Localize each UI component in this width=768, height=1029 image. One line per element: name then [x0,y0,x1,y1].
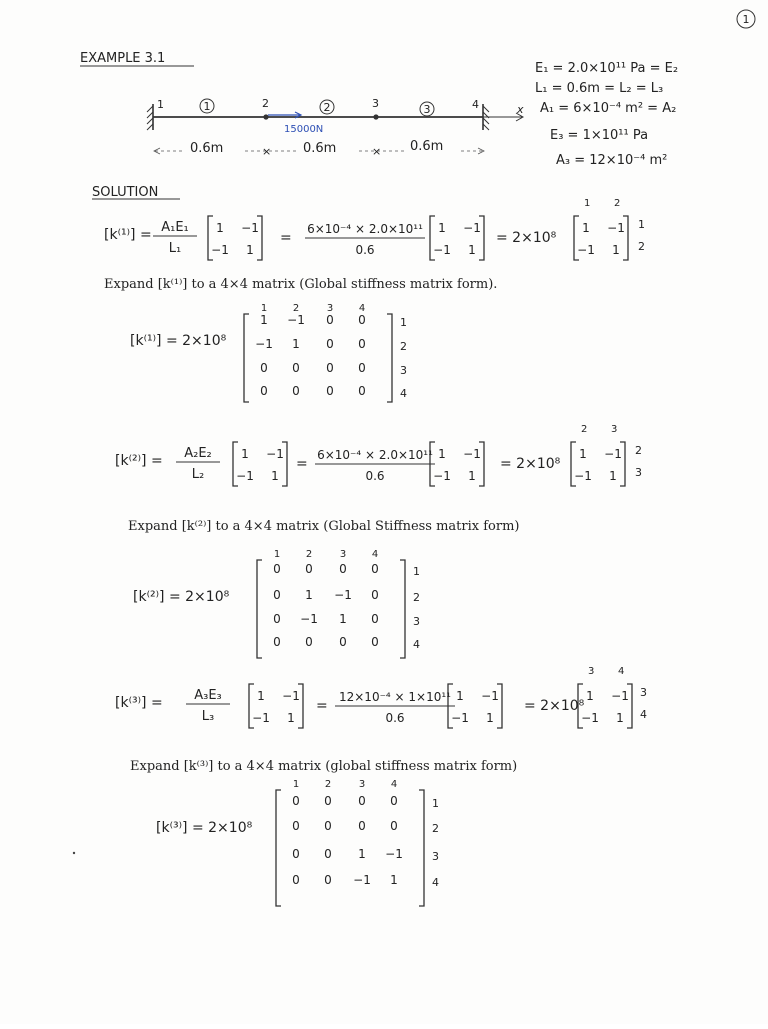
global-mat-3-cell-4-3: −1 [353,873,371,887]
element-eq-1-equals: = [280,230,292,246]
global-mat-3-col-label-3: 3 [358,779,366,790]
given-data [535,61,678,168]
element-eq-2-result-cell-2-1: −1 [574,469,592,483]
global-mat-3-cell-3-2: 0 [324,847,332,861]
element-eq-3-lhs: [k⁽³⁾] = [115,695,163,711]
expand-line-2: Expand [k⁽²⁾] to a 4×4 matrix (Global Stiffness matrix form) [128,519,520,534]
element-eq-3-unit-b-cell-2-1: −1 [451,711,469,725]
element-eq-3-result-cell-2-2: 1 [616,711,624,725]
global-mat-2-row-label-2: 2 [413,591,420,604]
global-mat-3-row-label-1: 1 [432,797,439,810]
element-eq-2-equals: = [296,456,308,472]
element-eq-1-num-den: 0.6 [355,243,375,257]
global-mat-1-cell-4-1: 0 [260,384,268,398]
global-mat-1-cell-1-4: 0 [358,313,366,327]
element-eq-3-num-den: 0.6 [385,711,405,725]
element-eq-3-dof-side-2: 4 [640,708,647,721]
global-mat-1-cell-1-2: −1 [287,313,305,327]
global-mat-2-cell-4-2: 0 [305,635,313,649]
global-mat-1-bracket-left [244,314,249,402]
solution-heading: SOLUTION [92,185,159,200]
element-eq-2-unit-a-cell-2-2: 1 [271,469,279,483]
element-eq-2 [115,424,642,486]
global-mat-1-cell-2-2: 1 [292,337,300,351]
dimension-tick-3: × [372,145,382,158]
global-mat-3-cell-3-1: 0 [292,847,300,861]
example-title: EXAMPLE 3.1 [80,51,166,66]
element-eq-2-unit-a-cell-1-1: 1 [241,447,249,461]
element-eq-3-unit-b-cell-1-1: 1 [456,689,464,703]
global-mat-3-cell-4-1: 0 [292,873,300,887]
global-mat-2-col-label-3: 3 [339,549,347,560]
global-mat-2-cell-2-3: −1 [334,588,352,602]
element-eq-2-num-num: 6×10⁻⁴ × 2.0×10¹¹ [317,448,433,462]
element-eq-1-result-factor: = 2×10⁸ [496,230,557,246]
page-number-text: 1 [742,13,750,26]
given-line-4: E₃ = 1×10¹¹ Pa [550,128,649,143]
global-mat-2-cell-1-1: 0 [273,562,281,576]
left-support-hatch [147,106,153,130]
element-eq-1-dof-side-1: 1 [638,218,645,231]
global-mat-2-cell-2-4: 0 [371,588,379,602]
element-eq-3-unit-a-cell-2-2: 1 [287,711,295,725]
element-eq-1 [104,198,645,260]
global-mat-1-row-label-1: 1 [400,316,407,329]
element-eq-3-result-cell-1-1: 1 [586,689,594,703]
bar-diagram [147,97,524,158]
element-eq-1-unit-a-cell-1-2: −1 [241,221,259,235]
element-eq-1-unit-b-cell-2-2: 1 [468,243,476,257]
given-line-1: E₁ = 2.0×10¹¹ Pa = E₂ [535,61,679,76]
element-eq-1-dof-top-2: 2 [614,198,621,209]
global-mat-3-col-label-1: 1 [292,779,300,790]
global-mat-1-cell-3-2: 0 [292,361,300,375]
element-eq-2-unit-b-cell-1-2: −1 [463,447,481,461]
element-eq-1-unit-b-cell-2-1: −1 [433,243,451,257]
global-mat-2-cell-2-2: 1 [305,588,313,602]
global-mat-2-col-label-2: 2 [305,549,313,560]
element-eq-2-dof-side-1: 2 [635,444,642,457]
element-eq-2-unit-b-cell-2-1: −1 [433,469,451,483]
global-mat-1-bracket-right [387,314,392,402]
global-mat-1-cell-2-1: −1 [255,337,273,351]
global-mat-3-cell-2-4: 0 [390,819,398,833]
element-eq-2-dof-top-2: 3 [611,424,618,435]
element-eq-2-unit-a-cell-2-1: −1 [236,469,254,483]
element-eq-2-num-den: 0.6 [365,469,385,483]
node-label-3: 3 [372,97,379,110]
global-mat-2-cell-3-2: −1 [300,612,318,626]
global-mat-2-cell-3-1: 0 [273,612,281,626]
global-mat-1-cell-4-3: 0 [326,384,334,398]
element-eq-1-unit-b-cell-1-2: −1 [463,221,481,235]
global-mat-2-bracket-left [257,560,262,658]
dimension-tick-2: × [262,145,272,158]
element-eq-1-result-cell-1-2: −1 [607,221,625,235]
global-mat-2-row-label-1: 1 [413,565,420,578]
global-mat-3-cell-1-4: 0 [390,794,398,808]
global-mat-3-lhs: [k⁽³⁾] = 2×10⁸ [156,820,253,836]
global-mat-2-bracket-right [400,560,405,658]
global-mat-1-cell-2-3: 0 [326,337,334,351]
given-line-3: A₁ = 6×10⁻⁴ m² = A₂ [540,101,677,116]
global-mat-2-cell-1-2: 0 [305,562,313,576]
global-mat-1-cell-3-1: 0 [260,361,268,375]
element-eq-2-result-cell-2-2: 1 [609,469,617,483]
global-mat-3-cell-1-3: 0 [358,794,366,808]
element-eq-1-frac-den: L₁ [168,241,182,256]
global-mat-1-col-label-2: 2 [292,303,300,314]
element-eq-2-dof-side-2: 3 [635,466,642,479]
global-mat-3-cell-1-1: 0 [292,794,300,808]
node-label-4: 4 [472,98,479,111]
element-eq-3-unit-b-cell-1-2: −1 [481,689,499,703]
global-mat-1 [130,303,407,402]
page-number [737,10,755,28]
element-eq-1-dof-side-2: 2 [638,240,645,253]
element-eq-2-frac-num: A₂E₂ [184,446,212,461]
element-eq-2-unit-b-cell-1-1: 1 [438,447,446,461]
global-mat-3-bracket-right [419,790,424,906]
element-eq-3-unit-a-cell-2-1: −1 [252,711,270,725]
global-mat-2-lhs: [k⁽²⁾] = 2×10⁸ [133,589,230,605]
node-dot-3 [373,114,378,119]
given-line-5: A₃ = 12×10⁻⁴ m² [556,153,668,168]
global-mat-3 [156,779,439,906]
global-mat-3-col-label-4: 4 [390,779,398,790]
element-eq-3-dof-top-1: 3 [588,666,595,677]
global-mat-1-cell-3-4: 0 [358,361,366,375]
element-eq-1-unit-a-cell-2-1: −1 [211,243,229,257]
element-eq-3-result-cell-1-2: −1 [611,689,629,703]
global-mat-3-row-label-2: 2 [432,822,439,835]
global-mat-1-cell-1-1: 1 [260,313,268,327]
global-mat-3-cell-4-4: 1 [390,873,398,887]
node-label-2: 2 [262,97,269,110]
element-eq-1-unit-b-cell-1-1: 1 [438,221,446,235]
global-mat-3-col-label-2: 2 [324,779,332,790]
expand-line-1: Expand [k⁽¹⁾] to a 4×4 matrix (Global stiffness matrix form). [104,277,498,292]
right-support-hatch [483,106,489,130]
element-eq-3-frac-den: L₃ [201,709,215,724]
global-mat-2-cell-3-4: 0 [371,612,379,626]
global-mat-1-lhs: [k⁽¹⁾] = 2×10⁸ [130,333,227,349]
global-mat-3-bracket-left [276,790,281,906]
span-length-2: 0.6m [303,141,337,156]
element-label-1: 1 [203,100,211,113]
element-eq-3-equals: = [316,698,328,714]
element-eq-2-dof-top-1: 2 [581,424,588,435]
global-mat-1-cell-1-3: 0 [326,313,334,327]
global-mat-3-cell-3-4: −1 [385,847,403,861]
global-mat-2-cell-1-4: 0 [371,562,379,576]
element-eq-2-frac-den: L₂ [191,467,205,482]
span-length-3: 0.6m [410,139,444,154]
element-eq-3-unit-a-cell-1-2: −1 [282,689,300,703]
global-mat-2-cell-4-3: 0 [339,635,347,649]
global-mat-1-cell-4-4: 0 [358,384,366,398]
global-mat-2-cell-3-3: 1 [339,612,347,626]
global-mat-2-cell-2-1: 0 [273,588,281,602]
element-eq-1-dof-top-1: 1 [584,198,591,209]
node-label-1: 1 [157,98,164,111]
element-eq-3-dof-side-1: 3 [640,686,647,699]
global-mat-2-cell-4-1: 0 [273,635,281,649]
node-dot-2 [263,114,268,119]
element-eq-3-unit-a-cell-1-1: 1 [257,689,265,703]
global-mat-3-cell-4-2: 0 [324,873,332,887]
element-label-3: 3 [423,103,431,116]
element-eq-3-num-num: 12×10⁻⁴ × 1×10¹¹ [338,690,452,704]
global-mat-1-col-label-4: 4 [358,303,366,314]
expand-line-3: Expand [k⁽³⁾] to a 4×4 matrix (global stiffness matrix form) [130,759,518,774]
element-eq-1-result-cell-2-1: −1 [577,243,595,257]
element-eq-2-result-factor: = 2×10⁸ [500,456,561,472]
global-mat-1-row-label-2: 2 [400,340,407,353]
global-mat-2-cell-4-4: 0 [371,635,379,649]
element-eq-2-lhs: [k⁽²⁾] = [115,453,163,469]
element-eq-1-lhs: [k⁽¹⁾] = [104,227,152,243]
load-value: 15000N [284,124,324,135]
element-eq-1-result-cell-1-1: 1 [582,221,590,235]
global-mat-3-cell-1-2: 0 [324,794,332,808]
stray-dot [73,852,75,854]
element-label-2: 2 [323,101,331,114]
global-mat-3-row-label-3: 3 [432,850,439,863]
element-eq-2-unit-a-cell-1-2: −1 [266,447,284,461]
element-eq-1-num-num: 6×10⁻⁴ × 2.0×10¹¹ [307,222,423,236]
element-eq-3-result-cell-2-1: −1 [581,711,599,725]
element-eq-3 [115,666,647,728]
element-eq-2-unit-b-cell-2-2: 1 [468,469,476,483]
global-mat-2-col-label-1: 1 [273,549,281,560]
global-mat-1-row-label-3: 3 [400,364,407,377]
element-eq-2-result-cell-1-2: −1 [604,447,622,461]
global-matrices [130,303,439,906]
global-mat-2-col-label-4: 4 [371,549,379,560]
element-eq-3-frac-num: A₃E₃ [194,688,222,703]
global-mat-3-cell-2-1: 0 [292,819,300,833]
element-eq-1-frac-num: A₁E₁ [161,220,189,235]
global-mat-1-col-label-1: 1 [260,303,268,314]
global-mat-2 [133,549,420,658]
x-axis-label: x [517,103,524,116]
global-mat-3-cell-3-3: 1 [358,847,366,861]
global-mat-1-cell-2-4: 0 [358,337,366,351]
global-mat-3-row-label-4: 4 [432,876,439,889]
element-eq-3-result-factor: = 2×10⁸ [524,698,585,714]
element-eq-1-unit-a-cell-2-2: 1 [246,243,254,257]
global-mat-3-cell-2-2: 0 [324,819,332,833]
global-mat-2-row-label-4: 4 [413,638,420,651]
global-mat-2-row-label-3: 3 [413,615,420,628]
element-eq-1-result-cell-2-2: 1 [612,243,620,257]
element-eq-3-unit-b-cell-2-2: 1 [486,711,494,725]
element-eq-3-dof-top-2: 4 [618,666,625,677]
global-mat-1-cell-3-3: 0 [326,361,334,375]
global-mat-1-row-label-4: 4 [400,387,407,400]
global-mat-3-cell-2-3: 0 [358,819,366,833]
global-mat-1-cell-4-2: 0 [292,384,300,398]
span-length-1: 0.6m [190,141,224,156]
element-eq-1-unit-a-cell-1-1: 1 [216,221,224,235]
global-mat-2-cell-1-3: 0 [339,562,347,576]
global-mat-1-col-label-3: 3 [326,303,334,314]
element-eq-2-result-cell-1-1: 1 [579,447,587,461]
given-line-2: L₁ = 0.6m = L₂ = L₃ [535,81,664,96]
